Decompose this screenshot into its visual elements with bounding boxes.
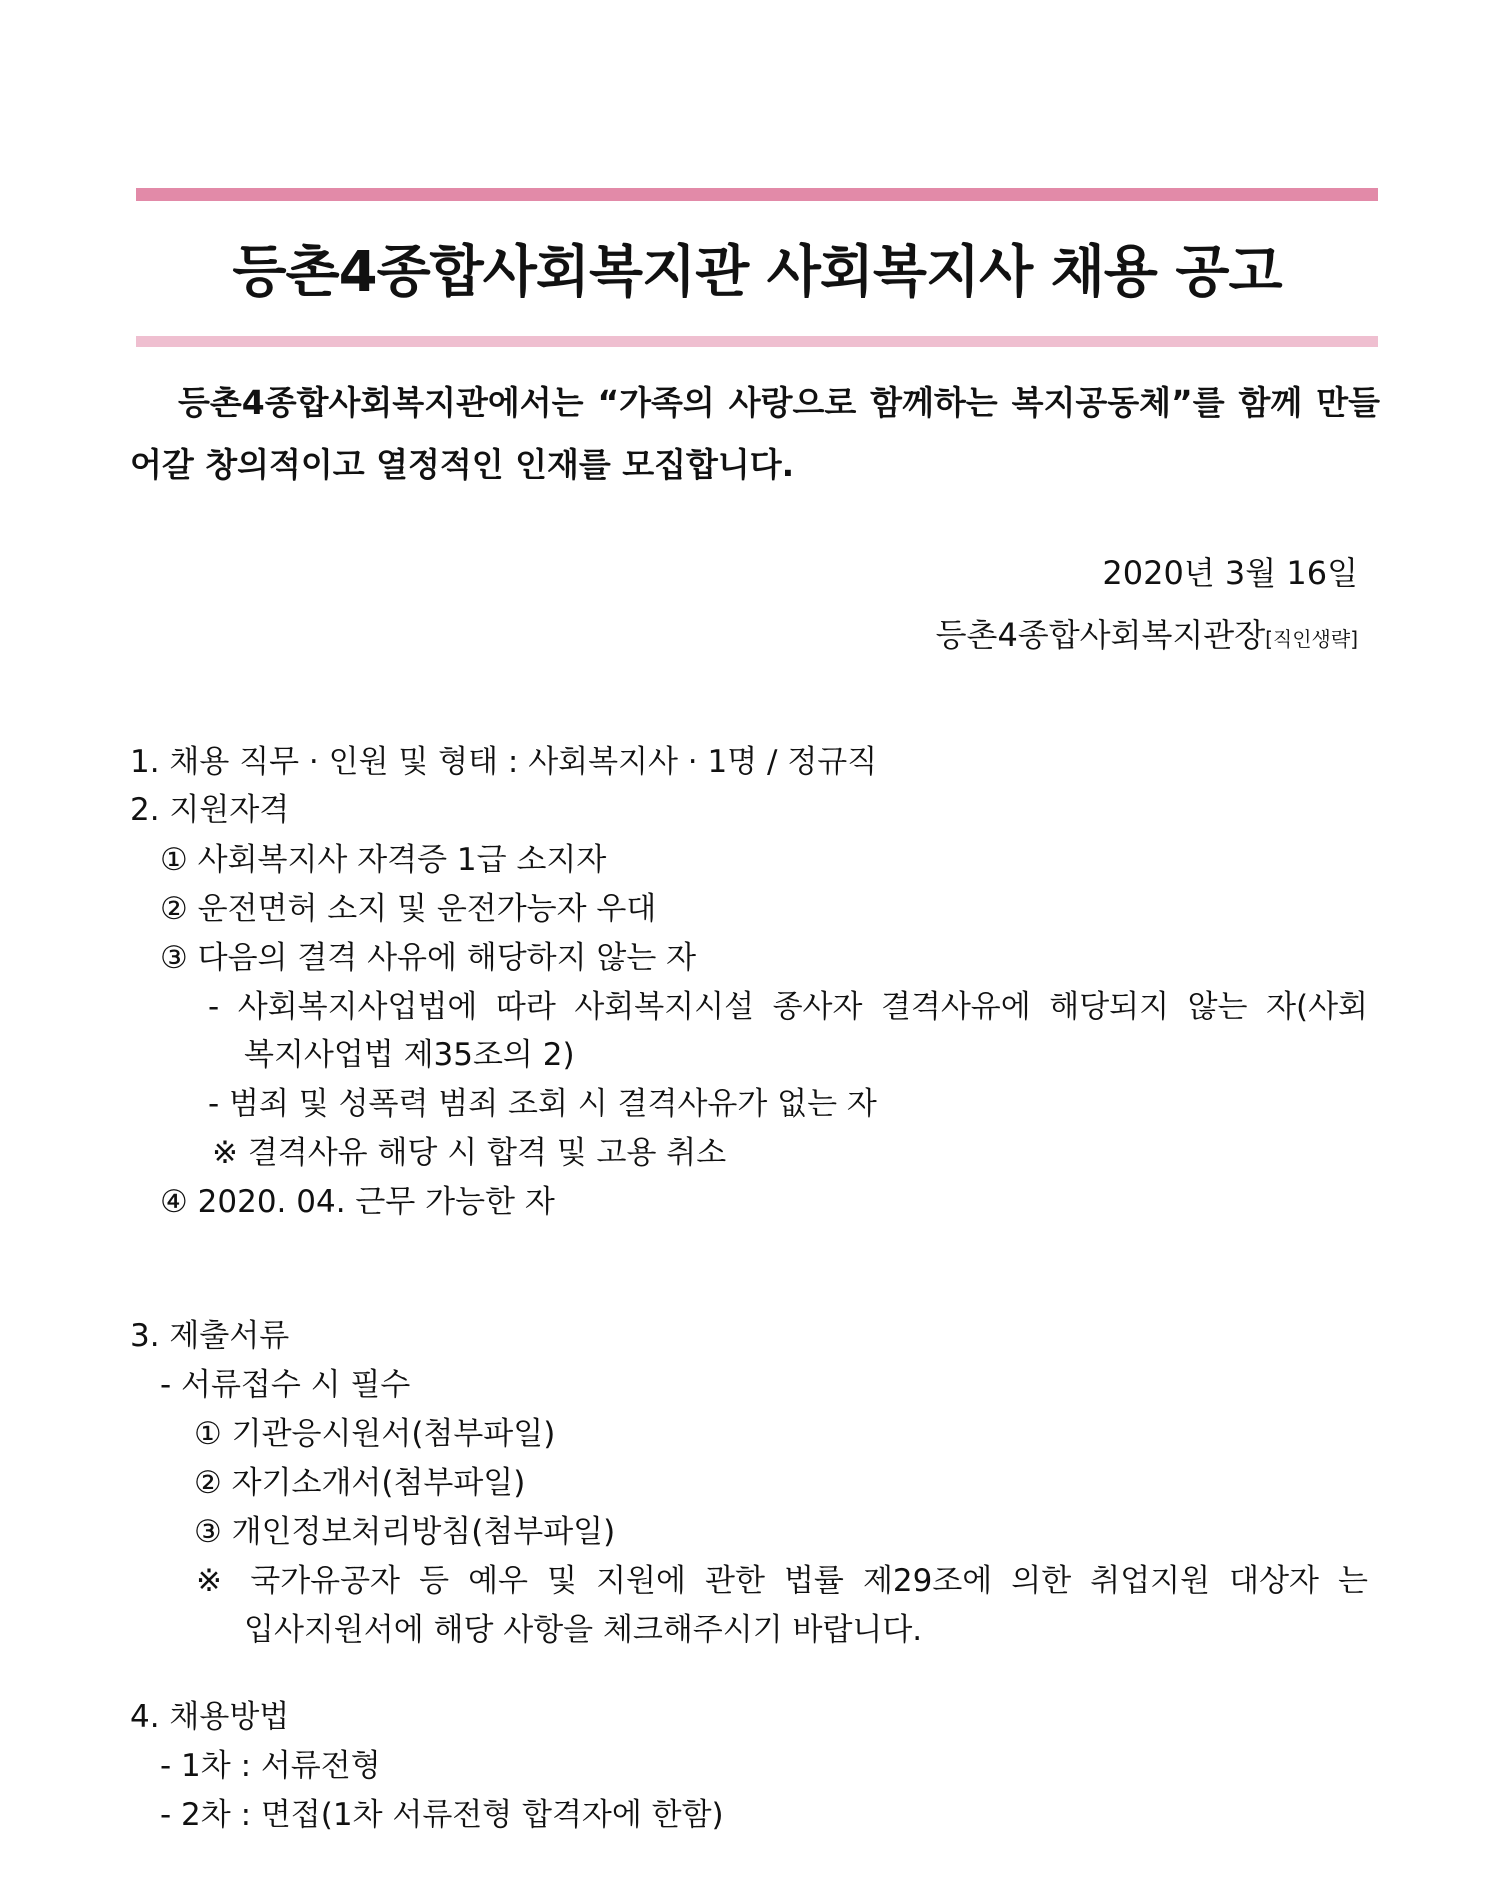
intro-line-2: 어갈 창의적이고 열정적인 인재를 모집합니다. xyxy=(130,445,795,484)
section-4-heading: 4. 채용방법 xyxy=(130,1699,290,1735)
notice-date: 2020년 3월 16일 xyxy=(1102,554,1358,592)
bottom-decorative-bar xyxy=(136,336,1378,347)
document-item-3: ③ 개인정보처리방침(첨부파일) xyxy=(194,1514,616,1550)
qualification-item-2: ② 운전면허 소지 및 운전가능자 우대 xyxy=(160,891,657,927)
sender-name: 등촌4종합사회복지관장 xyxy=(935,616,1266,654)
disqualification-sub-1-line-2: 복지사업법 제35조의 2) xyxy=(244,1037,575,1073)
section-2-heading: 2. 지원자격 xyxy=(130,792,290,828)
qualification-item-3: ③ 다음의 결격 사유에 해당하지 않는 자 xyxy=(160,940,697,976)
hiring-step-2: - 2차 : 면접(1차 서류전형 합격자에 한함) xyxy=(160,1797,724,1833)
top-decorative-bar xyxy=(136,188,1378,201)
veteran-note-line-1: ※ 국가유공자 등 예우 및 지원에 관한 법률 제29조에 의한 취업지원 대상자 는 xyxy=(196,1563,1368,1599)
documents-required-note: - 서류접수 시 필수 xyxy=(160,1367,411,1403)
section-1-position: 1. 채용 직무 · 인원 및 형태 : 사회복지사 · 1명 / 정규직 xyxy=(130,744,878,780)
sender xyxy=(936,610,1358,656)
document-item-1: ① 기관응시원서(첨부파일) xyxy=(194,1416,556,1452)
disqualification-sub-2: - 범죄 및 성폭력 범죄 조회 시 결격사유가 없는 자 xyxy=(208,1086,877,1122)
veteran-note-line-2: 입사지원서에 해당 사항을 체크해주시기 바랍니다. xyxy=(244,1612,923,1648)
intro-paragraph xyxy=(130,372,1380,496)
intro-line-1: 등촌4종합사회복지관에서는 “가족의 사랑으로 함께하는 복지공동체”를 함께 만들 xyxy=(178,383,1380,422)
document-item-2: ② 자기소개서(첨부파일) xyxy=(194,1465,526,1501)
disqualification-sub-1-line-1: - 사회복지사업법에 따라 사회복지시설 종사자 결격사유에 해당되지 않는 자(사회 xyxy=(208,989,1368,1025)
seal-note: [직인생략] xyxy=(1265,627,1358,651)
qualification-item-1: ① 사회복지사 자격증 1급 소지자 xyxy=(160,842,607,878)
page-title: 등촌4종합사회복지관 사회복지사 채용 공고 xyxy=(232,240,1282,305)
section-3-heading: 3. 제출서류 xyxy=(130,1318,290,1354)
hiring-step-1: - 1차 : 서류전형 xyxy=(160,1748,381,1784)
qualification-item-4: ④ 2020. 04. 근무 가능한 자 xyxy=(160,1184,555,1220)
disqualification-note: ※ 결격사유 해당 시 합격 및 고용 취소 xyxy=(212,1135,727,1171)
